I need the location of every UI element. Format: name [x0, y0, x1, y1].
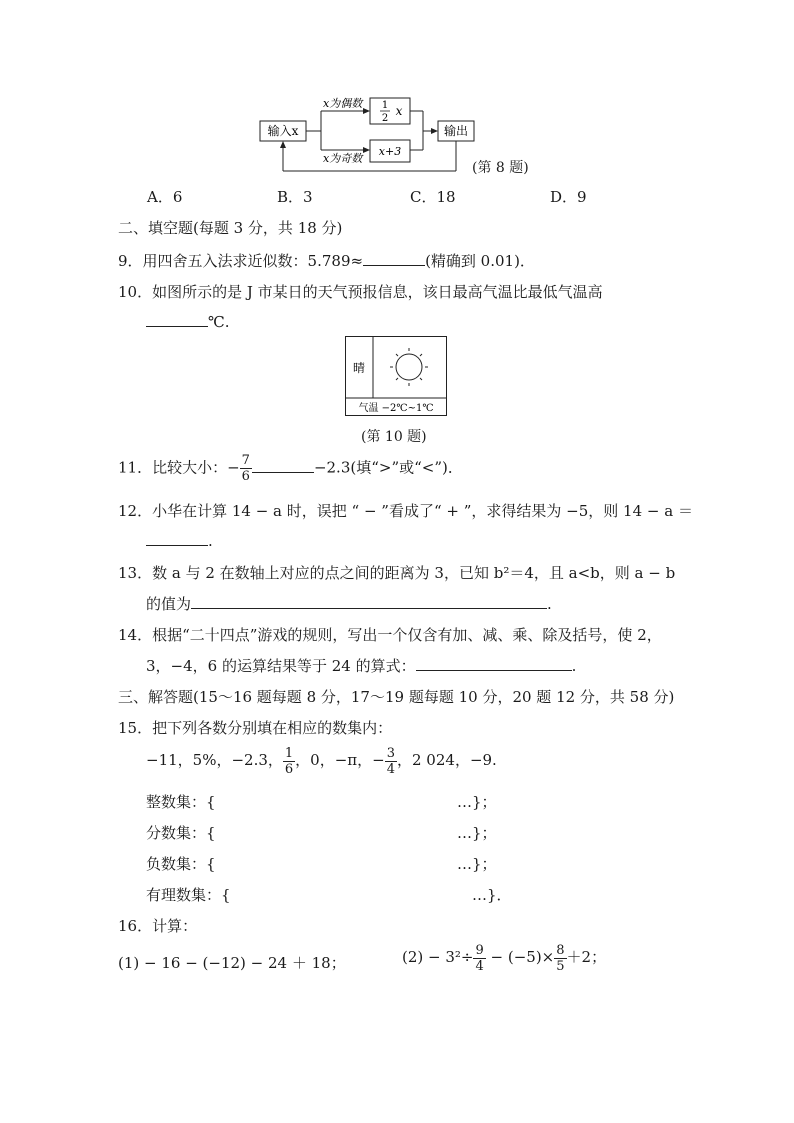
q16-frac2-num: 8 — [556, 942, 565, 958]
q8-option-b: B．3 — [277, 188, 313, 206]
q15-set-fraction-tail: …}； — [457, 824, 497, 842]
q8-option-a: A．6 — [147, 188, 183, 206]
q10-weather-box — [345, 336, 448, 417]
q8-flowchart — [255, 94, 485, 174]
q15-set-negative-label: 负数集：{ — [146, 855, 216, 873]
q10-weather-text: 晴 — [352, 361, 366, 375]
q15-prompt: 15．把下列各数分别填在相应的数集内： — [118, 719, 393, 737]
q16-part2 — [402, 942, 606, 974]
q11-frac-num: 7 — [241, 453, 250, 468]
q8-option-c: C．18 — [410, 188, 456, 206]
q9-text-a: 9．用四舍五入法求近似数：5.789≈ — [118, 252, 364, 270]
q13-blank[interactable] — [191, 594, 547, 609]
flow-input-text: 输入x — [267, 124, 299, 138]
q9 — [118, 250, 535, 271]
section3-heading: 三、解答题(15～16 题每题 8 分，17～19 题每题 10 分，20 题 12 分，共 58 分) — [118, 688, 675, 706]
q10-line1: 10．如图所示的是 J 市某日的天气预报信息，该日最高气温比最低气温高 — [118, 283, 603, 301]
q11-suffix: −2.3(填“>”或“<”)． — [313, 458, 463, 477]
q16-part2-c: ＋2； — [566, 948, 607, 966]
q15-frac1-num: 1 — [284, 745, 294, 761]
q14-end: . — [571, 657, 577, 675]
q16-frac2-den: 5 — [556, 958, 565, 974]
q15-nums-b: ，0，−π，− — [295, 751, 385, 769]
q15-frac1-den: 6 — [284, 761, 294, 777]
q16-part2-b: − (−5)× — [485, 948, 555, 966]
q13-line1: 13．数 a 与 2 在数轴上对应的点之间的距离为 3，已知 b²＝4，且 a<b，则 a − b — [118, 564, 676, 582]
q10-caption: (第 10 题) — [361, 429, 427, 445]
flow-plus3-text: x+3 — [378, 145, 402, 158]
q14-line1: 14．根据“二十四点”游戏的规则，写出一个仅含有加、减、乘、除及括号，使 2， — [118, 626, 662, 644]
q14-blank[interactable] — [416, 656, 572, 671]
q16-part1: (1) − 16 − (−12) − 24 ＋ 18； — [118, 954, 346, 972]
q14-line2-text: 3，−4，6 的运算结果等于 24 的算式： — [146, 657, 416, 675]
q10-blank[interactable] — [146, 312, 208, 327]
q15-set-negative-tail: …}； — [457, 855, 497, 873]
q16-frac2 — [554, 943, 566, 974]
q14-line2 — [146, 655, 576, 676]
flow-output-text: 输出 — [443, 124, 469, 138]
flow-half-var: x — [395, 104, 403, 118]
q15-frac2 — [385, 746, 397, 777]
q12-line2 — [146, 531, 213, 550]
q13-line2 — [146, 593, 552, 614]
q15-nums-c: ，2 024，−9. — [397, 751, 497, 769]
q11 — [118, 453, 463, 484]
q16-part2-a: (2) − 3²÷ — [402, 948, 474, 966]
q15-nums-a: −11，5%，−2.3， — [146, 751, 283, 769]
q9-text-b: (精确到 0.01)． — [425, 252, 535, 270]
q15-set-rational-label: 有理数集：{ — [146, 886, 231, 904]
q15-numbers — [146, 745, 497, 777]
q10-unit: ℃. — [208, 313, 230, 331]
q15-set-integer-tail: …}； — [457, 793, 497, 811]
q11-prefix: 11．比较大小：− — [118, 458, 240, 477]
q8-option-d: D．9 — [550, 188, 587, 206]
q15-frac2-den: 4 — [386, 761, 395, 777]
q15-frac2-num: 3 — [386, 745, 395, 761]
flow-half-den: 2 — [381, 113, 389, 124]
section2-heading: 二、填空题(每题 3 分，共 18 分) — [118, 219, 343, 237]
q15-frac1 — [283, 746, 295, 777]
flow-odd-label: x为奇数 — [323, 152, 363, 165]
q15-set-fraction-label: 分数集：{ — [146, 824, 216, 842]
q16-frac1-den: 4 — [475, 958, 484, 974]
q16-frac1 — [473, 943, 485, 974]
q15-set-integer-label: 整数集：{ — [146, 793, 216, 811]
flow-even-label: x为偶数 — [323, 97, 363, 110]
q13-end: . — [547, 595, 552, 613]
q11-frac-den: 6 — [241, 469, 250, 484]
q12-blank[interactable] — [146, 531, 208, 546]
q12-line1: 12．小华在计算 14 − a 时，误把 “ − ”看成了“ + ”，求得结果为 −5，则 14 − a ＝ — [118, 502, 693, 520]
flow-half-num: 1 — [381, 100, 389, 111]
q15-set-rational-tail: …}． — [472, 886, 512, 904]
q13-line2-text: 的值为 — [146, 595, 192, 613]
q11-fraction — [240, 453, 252, 484]
q11-blank[interactable] — [252, 458, 314, 473]
q16-prompt: 16．计算： — [118, 917, 198, 935]
q10-temp-text: 气温 −2℃~1℃ — [358, 403, 434, 414]
q8-caption: (第 8 题) — [472, 160, 529, 176]
q10-line2 — [146, 312, 230, 331]
q12-end: . — [208, 532, 213, 550]
q9-blank[interactable] — [363, 251, 425, 266]
q16-frac1-num: 9 — [475, 942, 484, 958]
